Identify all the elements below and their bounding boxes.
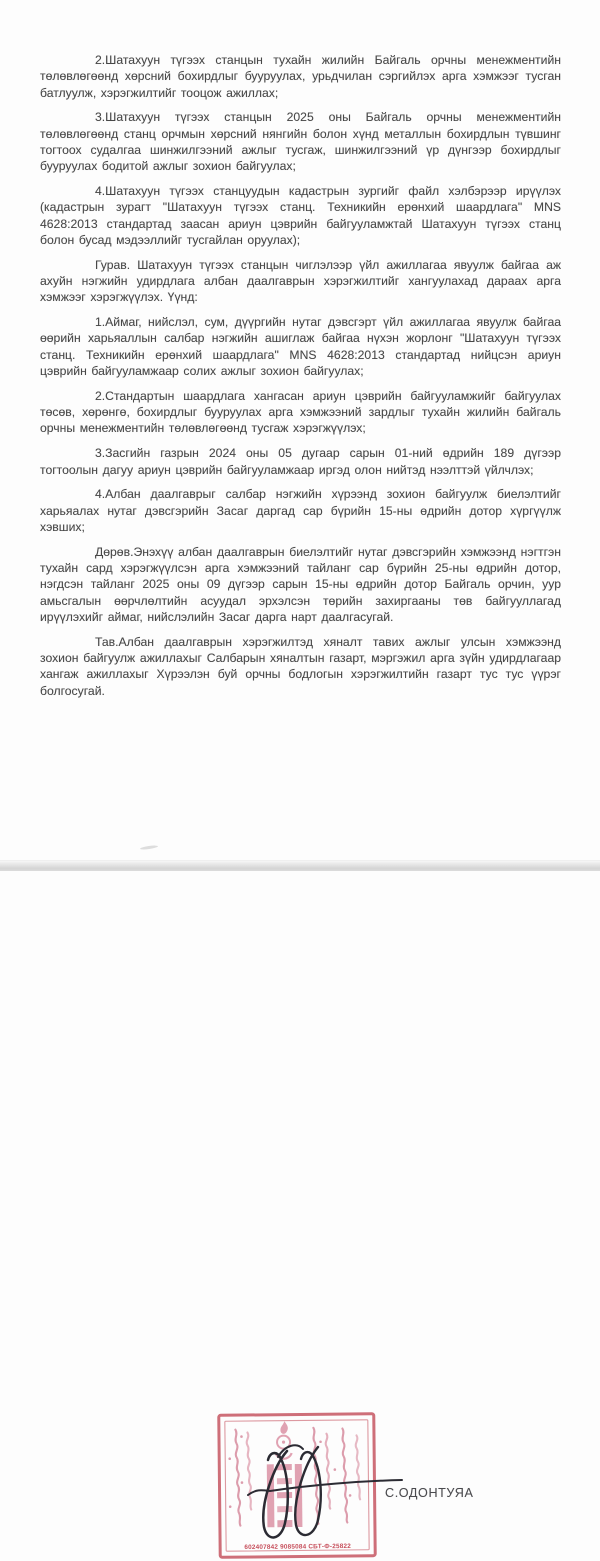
signature-block	[0, 700, 600, 1552]
document-body	[40, 52, 561, 707]
paragraph-1-latrine-replacement: 1.Аймаг, нийслэл, сум, дүүргийн нутаг дэвсгэрт үйл ажиллагаа явуулж байгаа өөрийн харьяаллын салбар нэгжийн ашиглаж байгаа нүхэн жорлонг "Шатахуун түгээх станц. Техникийн ерөнхий шаардлага" MNS 4628:2013 стандартад нийцсэн ариун цэврийн байгууламжаар солих ажлыг зохион байгуулах;	[40, 315, 561, 379]
section-four-reporting: Дөрөв.Энэхүү албан даалгаврын биелэлтийг нутаг дэвсгэрийн хэмжээнд нэгтгэн тухайн сард хэрэгжүүлсэн арга хэмжээний тайланг сар бүрийн 25-ны өдрийн дотор, нэгдсэн тайланг 2025 оны 09 дүгээр сарын 15-ны өдрийн дотор Байгаль орчин, уур амьсгалын өөрчлөлтийн асуудал эрхэлсэн төрийн захиргааны төв байгууллагад ирүүлэхийг аймаг, нийслэлийн Засаг дарга нарт даалгасугай.	[40, 544, 561, 624]
paragraph-2-soil-pollution: 2.Шатахуун түгээх станцын тухайн жилийн Байгаль орчны менежментийн төлөвлөгөөнд хөрсний бохирдлыг бууруулах, урьдчилан сэргийлэх арга хэмжээг тусган батлуулж, хэрэгжилтийг тооцож ажиллах;	[40, 53, 561, 100]
paragraph-2-budget: 2.Стандартын шаардлага хангасан ариун цэврийн байгууламжийг байгуулах төсөв, хөрөнгө, бохирдлыг бууруулах арга хэмжээний зардлыг тухайн жилийн байгаль орчны менежментийн төлөвлөгөөнд тусгаж хэрэгжүүлэх;	[40, 388, 561, 436]
section-five-oversight: Тав.Албан даалгаврын хэрэгжилтэд хяналт тавих ажлыг улсын хэмжээнд зохион байгуулж ажиллахыг Салбарын хяналтын газарт, мэргэжил арга зүйн удирдлагаар хангаж ажиллахыг Хүрээлэн буй орчны бодлогын хэрэгжилтийн газарт тус тус үүрэг болгосугай.	[40, 634, 561, 698]
section-three-heading: Гурав. Шатахуун түгээх станцын чиглэлээр үйл ажиллагаа явуулж байгаа аж ахуйн нэгжийн удирдлага албан даалгаврын хэрэгжилтийг хангуулахад дараах арга хэмжээг хэрэгжүүлэх. Үүнд:	[40, 257, 561, 305]
paragraph-4-monthly-report: 4.Албан даалгаврыг салбар нэгжийн хүрээнд зохион байгуулж биелэлтийг харьяалах нутаг дэвсгэрийн Засаг даргад сар бүрийн 15-ны өдрийн дотор хүргүүлж хэвших;	[40, 487, 561, 534]
page-bottom-edge	[0, 860, 600, 871]
paragraph-3-2025-plan: 3.Шатахуун түгээх станцын 2025 оны Байгаль орчны менежментийн төлөвлөгөөнд станц орчмын хөрсний нянгийн болон хүнд металлын бохирдлын түвшинг тогтоох судалгаа шинжилгээний ажлыг тусгаж, шинжилгээний үр дүнгээр бохирдлыг бууруулах бодитой ажлыг зохион байгуулах;	[40, 110, 561, 174]
signatory-name: С.ОДОНТУЯА	[385, 1486, 474, 1500]
paragraph-3-resolution-189: 3.Засгийн газрын 2024 оны 05 дугаар сарын 01-ний өдрийн 189 дүгээр тогтоолын дагуу ариун цэврийн байгууламжаар иргэд олон нийтэд нээлттэй үйлчлэх;	[40, 446, 561, 477]
paragraph-4-cadastre-map: 4.Шатахуун түгээх станцуудын кадастрын зургийг файл хэлбэрээр ирүүлэх (кадастрын зурагт "Шатахуун түгээх станц. Техникийн ерөнхий шаардлага" MNS 4628:2013 стандартад заасан ариун цэврийн байгууламжтай Шатахуун түгээх станц болон бусад мэдээллийг тусгайлан оруулах);	[40, 184, 561, 247]
stamp-serial: 602407842 9085084 СБТ-Ф-25822	[244, 1542, 352, 1552]
